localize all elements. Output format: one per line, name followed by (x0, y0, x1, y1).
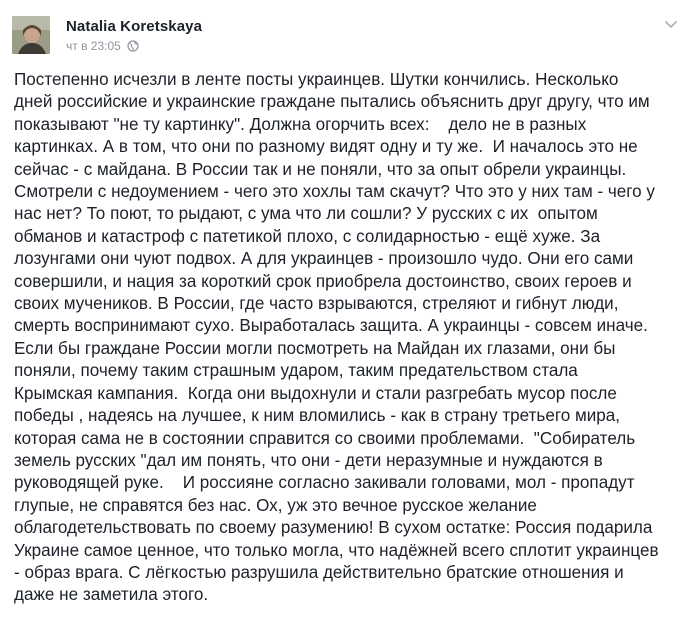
chevron-down-icon[interactable] (661, 14, 681, 34)
post-meta (66, 39, 139, 53)
avatar[interactable] (12, 16, 50, 54)
globe-icon[interactable] (127, 40, 139, 52)
post-body-text: Постепенно исчезли в ленте посты украинцев. Шутки кончились. Несколько дней российские и украинские граждане пытались объяснить друг другу, что им показывают "не ту картинку". Должна огорчить всех: дело не в разных картинках. А в том, что они по разному видят одну и ту же. И началось это не сейчас - с майдана. В России так и не поняли, что за опыт обрели украинцы. Смотрели с недоумением - чего это хохлы там скачут? Что это у них там - чего у нас нет? То поют, то рыдают, с ума что ли сошли? У русских с их опытом обманов и катастроф с патетикой плохо, с солидарностью - ещё хуже. За лозунгами они чуют подвох. А для украинцев - произошло чудо. Они его сами совершили, и нация за короткий срок приобрела достоинство, своих героев и своих мучеников. В России, где часто взрываются, стреляют и гибнут люди, смерть воспринимают сухо. Выработалась защита. А украинцы - совсем иначе. Если бы граждане России могли посмотреть на Майдан их глазами, они бы поняли, почему таким страшным ударом, таким предательством стала Крымская кампания. Когда они выдохнули и стали разгребать мусор после победы , надеясь на лучшее, к ним вломились - как в страну третьего мира, которая сама не в состоянии справится со своими проблемами. "Собиратель земель русских "дал им понять, что они - дети неразумные и нуждаются в руководящей руке. И россияне согласно закивали головами, мол - пропадут глупые, не справятся без нас. Ох, уж это вечное русское желание облагодетельствовать по своему разумению! В сухом остатке: Россия подарила Украине самое ценное, что только могла, что надёжней всего сплотит украинцев - образ врага. С лёгкостью разрушила действительно братские отношения и даже не заметила этого. (14, 70, 659, 605)
post-timestamp[interactable]: чт в 23:05 (66, 39, 121, 53)
profile-photo-icon (12, 16, 50, 54)
author-name[interactable]: Natalia Koretskaya (66, 18, 203, 35)
